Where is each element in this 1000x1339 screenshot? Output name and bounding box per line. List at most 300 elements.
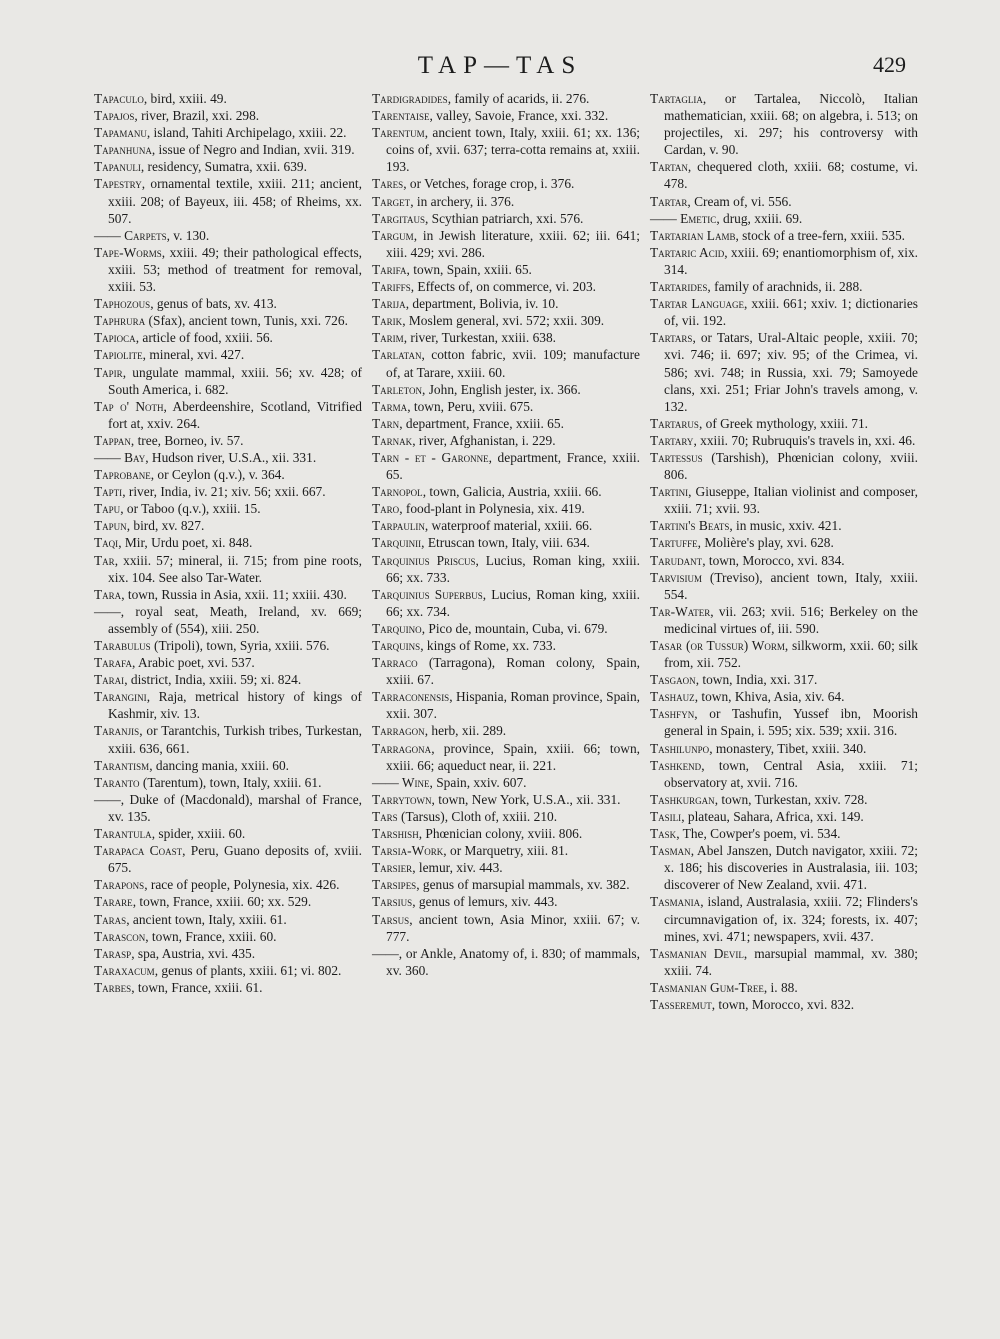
entry-headword: Tara — [94, 586, 122, 602]
index-entry — [94, 244, 362, 295]
entry-references: , herb, xii. 289. — [424, 723, 507, 739]
index-entry — [94, 175, 362, 226]
entry-references: , ancient town, Asia Minor, xxiii. 67; v. 777. — [386, 911, 640, 944]
entry-headword: Tarsier — [372, 860, 413, 876]
entry-references: , drug, xxiii. 69. — [716, 210, 803, 226]
index-entry — [94, 825, 362, 842]
entry-headword: Tape-Worms — [94, 244, 162, 260]
index-entry — [372, 329, 640, 346]
index-entry — [372, 210, 640, 227]
entry-headword: Tartar Language — [650, 296, 745, 312]
entry-references: , Spain, xxiv. 607. — [429, 774, 527, 790]
index-column-1 — [94, 90, 362, 996]
entry-headword: Target — [372, 193, 411, 209]
entry-references: , island, Tahiti Archipelago, xxiii. 22. — [146, 125, 347, 141]
entry-headword: —— — [94, 791, 121, 807]
entry-references: , The, Cowper's poem, vi. 534. — [676, 826, 841, 842]
entry-references: , food-plant in Polynesia, xix. 419. — [399, 501, 585, 517]
entry-headword: Tarquinii — [372, 535, 422, 551]
entry-headword: Taqi — [94, 535, 119, 551]
entry-references: , town, France, xxiii. 60. — [145, 928, 277, 944]
entry-references: , river, Brazil, xxi. 298. — [134, 108, 260, 124]
entry-headword: Tasili — [650, 808, 682, 824]
entry-references: , residency, Sumatra, xxii. 639. — [140, 159, 307, 175]
entry-headword: Tasman — [650, 843, 691, 859]
index-column-3 — [650, 90, 918, 1013]
entry-references: , genus of bats, xv. 413. — [150, 296, 277, 312]
entry-headword: Taras — [94, 911, 127, 927]
entry-headword: Tarifa — [372, 261, 407, 277]
entry-headword: Tar-Water — [650, 603, 711, 619]
entry-references: , race of people, Polynesia, xix. 426. — [144, 877, 340, 893]
index-entry — [94, 227, 362, 244]
index-entry — [650, 552, 918, 569]
entry-references: , genus of lemurs, xiv. 443. — [412, 894, 558, 910]
entry-references: , Effects of, on commerce, vi. 203. — [410, 279, 597, 295]
index-entry — [94, 688, 362, 722]
index-entry — [650, 705, 918, 739]
entry-headword: —— — [94, 603, 121, 619]
index-entry — [372, 312, 640, 329]
entry-headword: Tarragon — [372, 723, 425, 739]
index-entry — [94, 483, 362, 500]
entry-references: , monastery, Tibet, xxiii. 340. — [709, 740, 867, 756]
entry-headword: Tarentum — [372, 125, 425, 141]
entry-headword: Tapestry — [94, 176, 142, 192]
entry-headword: Tapanuli — [94, 159, 141, 175]
entry-headword: Tarsius — [372, 894, 413, 910]
entry-headword: Tapajos — [94, 108, 135, 124]
index-entry — [372, 945, 640, 979]
entry-headword: —— Wine — [372, 774, 430, 790]
index-entry — [94, 654, 362, 671]
entry-headword: Tarudant — [650, 552, 703, 568]
entry-headword: Targum — [372, 227, 414, 243]
entry-references: , Arabic poet, xvi. 537. — [132, 655, 255, 671]
entry-references: , ornamental textile, xxiii. 211; ancient, xxiii. 208; of Bayeux, iii. 458; of Rheims, xx. 507. — [108, 176, 362, 226]
entry-headword: Tarim — [372, 330, 404, 346]
index-entry — [650, 193, 918, 210]
index-entry — [94, 432, 362, 449]
entry-headword: Tarraconensis — [372, 689, 450, 705]
entry-references: , Pico de, mountain, Cuba, vi. 679. — [421, 620, 608, 636]
entry-headword: Tapiolite — [94, 347, 143, 363]
entry-headword: Tashkurgan — [650, 791, 715, 807]
entry-references: , island, Australasia, xxiii. 72; Flinders's circumnavigation of, ix. 324; forests, ix. 407; mines, xvi. 471; newspapers, xvii. 437. — [664, 894, 918, 944]
index-entry — [372, 876, 640, 893]
index-entry — [372, 740, 640, 774]
index-entry — [94, 141, 362, 158]
entry-headword: Tartary — [650, 432, 694, 448]
entry-headword: Tasar (or Tussur) Worm — [650, 638, 785, 653]
index-entry — [372, 381, 640, 398]
running-head: TAP—TAS — [417, 52, 583, 79]
index-entry — [94, 842, 362, 876]
index-entry — [372, 517, 640, 534]
entry-references: , Hudson river, U.S.A., xii. 331. — [145, 449, 317, 465]
entry-references: , spider, xxiii. 60. — [151, 826, 246, 842]
entry-headword: Tarasp — [94, 945, 132, 961]
entry-headword: Tapioca — [94, 330, 136, 346]
index-entry — [94, 876, 362, 893]
entry-references: (Treviso), ancient town, Italy, xxiii. 554. — [664, 569, 918, 602]
entry-references: , marsupial mammal, xv. 380; xxiii. 74. — [664, 945, 918, 978]
entry-headword: Tapir — [94, 364, 123, 380]
entry-headword: Tartarus — [650, 415, 699, 431]
entry-headword: Tartarides — [650, 279, 708, 295]
entry-headword: Tarquino — [372, 620, 422, 636]
entry-references: (Tripoli), town, Syria, xxiii. 576. — [150, 638, 330, 653]
entry-references: , district, India, xxiii. 59; xi. 824. — [124, 672, 302, 688]
index-entry — [372, 398, 640, 415]
index-entry — [372, 227, 640, 261]
entry-headword: Tarquins — [372, 638, 421, 653]
index-entry — [372, 449, 640, 483]
entry-headword: —— Emetic — [650, 210, 717, 226]
index-entry — [94, 979, 362, 996]
index-entry — [650, 278, 918, 295]
entry-references: , Peru, Guano deposits of, xviii. 675. — [108, 843, 362, 876]
index-entry — [94, 398, 362, 432]
entry-references: , dancing mania, xxiii. 60. — [149, 757, 290, 773]
entry-references: , town, Spain, xxiii. 65. — [406, 261, 532, 277]
index-entry — [94, 671, 362, 688]
index-entry — [94, 928, 362, 945]
entry-headword: Tasgaon — [650, 672, 696, 688]
entry-references: , town, Turkestan, xxiv. 728. — [714, 791, 868, 807]
entry-headword: Tappan — [94, 432, 131, 448]
index-entry — [372, 911, 640, 945]
entry-references: , family of arachnids, ii. 288. — [707, 279, 863, 295]
entry-references: , mineral, xvi. 427. — [142, 347, 245, 363]
entry-headword: Tarik — [372, 313, 403, 329]
entry-headword: Tartini's Beats — [650, 518, 730, 534]
entry-headword: Tardigradides — [372, 91, 448, 106]
index-entry — [94, 534, 362, 551]
index-entry — [650, 415, 918, 432]
entry-headword: Tares — [372, 176, 404, 192]
entry-headword: Tarai — [94, 672, 125, 688]
index-entry — [94, 124, 362, 141]
entry-headword: —— Carpets — [94, 227, 167, 243]
index-entry — [94, 893, 362, 910]
index-entry — [650, 569, 918, 603]
entry-headword: Tartessus — [650, 449, 703, 465]
index-entry — [94, 295, 362, 312]
entry-references: , ancient town, Italy, xxiii. 61. — [126, 911, 287, 927]
entry-references: , genus of marsupial mammals, xv. 382. — [416, 877, 630, 893]
entry-references: , Scythian patriarch, xxi. 576. — [424, 210, 584, 226]
entry-references: , stock of a tree-fern, xxiii. 535. — [735, 227, 906, 243]
entry-headword: Tarapons — [94, 877, 145, 893]
entry-references: , in archery, ii. 376. — [410, 193, 515, 209]
entry-headword: Targitaus — [372, 210, 425, 226]
entry-references: , Cream of, vi. 556. — [687, 193, 792, 209]
entry-references: (Tarsus), Cloth of, xxiii. 210. — [397, 808, 558, 824]
entry-references: , town, France, xxiii. 60; xx. 529. — [132, 894, 312, 910]
index-entry — [650, 534, 918, 551]
entry-references: , xxiii. 57; mineral, ii. 715; from pine roots, xix. 104. See also Tar-Water. — [108, 552, 362, 585]
index-entry — [94, 791, 362, 825]
entry-headword: Taprobane — [94, 467, 151, 483]
entry-headword: Tartarian Lamb — [650, 227, 736, 243]
entry-headword: —— — [372, 945, 399, 961]
entry-references: , river, Afghanistan, i. 229. — [412, 432, 556, 448]
entry-headword: Tarbes — [94, 979, 132, 995]
entry-references: , Molière's play, xvi. 628. — [697, 535, 834, 551]
entry-references: , Duke of (Macdonald), marshal of France, xv. 135. — [108, 791, 362, 824]
index-entry — [94, 449, 362, 466]
entry-headword: Tasmanian Gum-Tree — [650, 979, 764, 995]
entry-headword: Tarquinius Superbus — [372, 586, 483, 602]
index-entry — [372, 500, 640, 517]
entry-references: , xxiii. 49; their pathological effects, xxiii. 53; method of treatment for removal, xxiii. 53. — [108, 244, 362, 295]
entry-headword: Tarantism — [94, 757, 150, 773]
entry-references: , or Tarantchis, Turkish tribes, Turkestan, xxiii. 636, 661. — [108, 723, 362, 756]
entry-references: , or Ceylon (q.v.), v. 364. — [150, 467, 285, 483]
entry-headword: Tar — [94, 552, 115, 568]
page-number: 429 — [873, 52, 906, 77]
index-entry — [372, 620, 640, 637]
index-entry — [650, 688, 918, 705]
index-entry — [372, 842, 640, 859]
entry-references: , waterproof material, xxiii. 66. — [424, 518, 593, 534]
index-entry — [650, 90, 918, 158]
index-entry — [372, 552, 640, 586]
entry-references: , v. 130. — [166, 227, 210, 243]
index-entry — [372, 278, 640, 295]
index-entry — [650, 517, 918, 534]
entry-references: , bird, xv. 827. — [126, 518, 205, 534]
entry-headword: Tarshish — [372, 826, 419, 842]
entry-references: , valley, Savoie, France, xxi. 332. — [429, 108, 609, 124]
entry-references: , chequered cloth, xxiii. 68; costume, vi. 478. — [664, 159, 918, 192]
index-entry — [94, 364, 362, 398]
entry-headword: Tarsia-Work — [372, 843, 444, 859]
entry-references: , lemur, xiv. 443. — [412, 860, 503, 876]
entry-references: (Tarshish), Phœnician colony, xviii. 806. — [664, 449, 918, 483]
entry-headword: Tarentaise — [372, 108, 430, 124]
entry-headword: Tarnopol — [372, 484, 423, 500]
entry-references: , genus of plants, xxiii. 61; vi. 802. — [154, 962, 342, 978]
index-entry — [650, 808, 918, 825]
entry-headword: Tarpaulin — [372, 518, 425, 534]
index-entry — [94, 466, 362, 483]
entry-references: , bird, xxiii. 49. — [143, 91, 227, 106]
entry-references: , province, Spain, xxiii. 66; town, xxiii. 66; aqueduct near, ii. 221. — [386, 740, 640, 773]
entry-references: , vii. 263; xvii. 516; Berkeley on the medicinal virtues of, iii. 590. — [664, 603, 918, 636]
index-entry — [372, 193, 640, 210]
entry-headword: Taraxacum — [94, 962, 155, 978]
entry-references: , or Marquetry, xiii. 81. — [443, 843, 569, 859]
entry-references: , town, Galicia, Austria, xxiii. 66. — [422, 484, 602, 500]
index-entry — [94, 637, 362, 654]
index-entry — [372, 175, 640, 192]
index-entry — [372, 688, 640, 722]
entry-references: , xxiii. 69; enantiomorphism of, xix. 314. — [664, 244, 918, 277]
index-entry — [650, 603, 918, 637]
entry-headword: Tartini — [650, 484, 689, 500]
entry-headword: Task — [650, 826, 677, 842]
entry-references: , town, France, xxiii. 61. — [131, 979, 263, 995]
index-entry — [650, 825, 918, 842]
entry-references: , department, France, xxiii. 65. — [386, 449, 640, 483]
index-entry — [94, 158, 362, 175]
entry-headword: Tartaric Acid — [650, 244, 725, 260]
entry-references: , Hispania, Roman province, Spain, xxii. 307. — [386, 689, 640, 722]
index-entry — [94, 517, 362, 534]
entry-references: , Abel Janszen, Dutch navigator, xxiii. 72; x. 186; his discoveries in Australasia, iii. 103; discoverer of New Zealand, xvii. 471. — [664, 843, 918, 893]
entry-references: , or Tashufin, Yussef ibn, Moorish general in Spain, i. 595; xix. 539; xxii. 316. — [664, 706, 918, 739]
entry-headword: Tarascon — [94, 928, 146, 944]
entry-references: , Aberdeenshire, Scotland, Vitrified fort at, xxiv. 264. — [108, 398, 362, 431]
index-entry — [372, 808, 640, 825]
index-column-2 — [372, 90, 640, 979]
entry-headword: Tasseremut — [650, 996, 712, 1012]
index-entry — [372, 637, 640, 654]
index-entry — [650, 945, 918, 979]
index-entry — [650, 329, 918, 414]
entry-references: , Giuseppe, Italian violinist and composer, xxiii. 71; xvii. 93. — [664, 484, 918, 517]
entry-headword: Taphozous — [94, 296, 151, 312]
entry-headword: Tarlatan — [372, 347, 422, 363]
entry-references: , town, Peru, xviii. 675. — [407, 398, 534, 414]
entry-references: , or Tartalea, Niccolò, Italian mathematician, xxiii. 68; on algebra, i. 513; on projectiles, xi. 297; his controversy with Cardan, v. 90. — [664, 91, 918, 158]
index-entry — [650, 671, 918, 688]
entry-references: , river, Turkestan, xxiii. 638. — [403, 330, 557, 346]
index-entry — [650, 432, 918, 449]
entry-headword: Tarrytown — [372, 791, 432, 807]
entry-headword: Tarma — [372, 398, 408, 414]
entry-references: , department, Bolivia, iv. 10. — [405, 296, 559, 312]
index-entry — [650, 996, 918, 1013]
index-entry — [650, 740, 918, 757]
entry-references: , town, Khiva, Asia, xiv. 64. — [694, 689, 845, 705]
index-entry — [650, 295, 918, 329]
entry-references: , spa, Austria, xvi. 435. — [131, 945, 256, 961]
entry-headword: Taro — [372, 501, 400, 517]
entry-references: (Tarentum), town, Italy, xxiii. 61. — [139, 774, 322, 790]
entry-references: , tree, Borneo, iv. 57. — [130, 432, 244, 448]
index-entry — [372, 586, 640, 620]
index-entry — [372, 415, 640, 432]
index-entry — [94, 722, 362, 756]
entry-headword: Tarquinius Priscus — [372, 552, 476, 568]
index-entry — [94, 603, 362, 637]
entry-references: , issue of Negro and Indian, xvii. 319. — [151, 142, 355, 158]
index-entry — [372, 791, 640, 808]
index-entry — [94, 500, 362, 517]
index-entry — [372, 774, 640, 791]
index-entry — [94, 586, 362, 603]
entry-headword: Tashfyn — [650, 706, 695, 722]
entry-headword: Tapu — [94, 501, 121, 517]
entry-references: , Lucius, Roman king, xxiii. 66; xx. 733. — [386, 552, 640, 585]
entry-references: (Tarragona), Roman colony, Spain, xxiii. 67. — [386, 655, 640, 688]
entry-headword: Tarsus — [372, 911, 410, 927]
index-entry — [650, 244, 918, 278]
index-entry — [372, 859, 640, 876]
index-entry — [372, 534, 640, 551]
entry-headword: Tap o' Noth — [94, 398, 164, 414]
entry-headword: Tarvisium — [650, 569, 702, 585]
entry-headword: Tartar — [650, 193, 688, 209]
index-entry — [650, 158, 918, 192]
entry-headword: Tarraco — [372, 655, 418, 671]
entry-headword: Tapanhuna — [94, 142, 152, 158]
entry-headword: Tarija — [372, 296, 406, 312]
index-entry — [94, 962, 362, 979]
index-entry — [650, 979, 918, 996]
entry-headword: Taranjis — [94, 723, 140, 739]
entry-references: , xxiii. 70; Rubruquis's travels in, xxi. 46. — [693, 432, 916, 448]
entry-references: , Mir, Urdu poet, xi. 848. — [118, 535, 253, 551]
entry-headword: Tartaglia — [650, 91, 703, 106]
entry-references: , town, Central Asia, xxiii. 71; observatory at, xvii. 716. — [664, 757, 918, 790]
entry-references: , ungulate mammal, xxiii. 56; xv. 428; of South America, i. 682. — [108, 364, 362, 397]
index-entry — [372, 654, 640, 688]
entry-headword: Tashauz — [650, 689, 695, 705]
index-entry — [372, 432, 640, 449]
entry-references: , or Vetches, forage crop, i. 376. — [403, 176, 575, 192]
index-entry — [94, 90, 362, 107]
entry-headword: Tashilunpo — [650, 740, 710, 756]
index-entry — [650, 449, 918, 483]
entry-references: , town, Morocco, xvi. 834. — [702, 552, 845, 568]
index-entry — [650, 791, 918, 808]
entry-references: , or Tatars, Ural-Altaic people, xxiii. 70; xvi. 746; ii. 697; xiv. 95; of the Crimea, vi. 586; xvi. 748; in Russia, xxi. 79; Samoyede clans, xxi. 251; Friar John's travels among, v. 132. — [664, 330, 918, 414]
index-entry — [372, 124, 640, 175]
entry-references: , in Jewish literature, xxiii. 62; iii. 641; xiii. 429; xvi. 286. — [386, 227, 640, 260]
entry-references: , department, France, xxiii. 65. — [399, 415, 564, 431]
index-entry — [372, 90, 640, 107]
entry-references: , John, English jester, ix. 366. — [422, 381, 581, 397]
index-entry — [372, 722, 640, 739]
index-entry — [650, 227, 918, 244]
entry-references: , family of acarids, ii. 276. — [447, 91, 590, 106]
index-entry — [372, 261, 640, 278]
entry-references: , town, New York, U.S.A., xii. 331. — [431, 791, 621, 807]
index-entry — [94, 774, 362, 791]
entry-headword: Tarafa — [94, 655, 133, 671]
entry-references: , plateau, Sahara, Africa, xxi. 149. — [681, 808, 864, 824]
entry-headword: Tars — [372, 808, 398, 824]
entry-references: , ancient town, Italy, xxiii. 61; xx. 136; coins of, xvii. 637; terra-cotta remains at, xxiii. 193. — [386, 125, 640, 175]
entry-headword: Tarn - et - Garonne — [372, 449, 489, 465]
entry-references: , silkworm, xxii. 60; silk from, xii. 752. — [664, 638, 918, 671]
entry-headword: Tarare — [94, 894, 133, 910]
entry-references: , i. 88. — [763, 979, 798, 995]
index-entry — [94, 945, 362, 962]
entry-references: , Raja, metrical history of kings of Kashmir, xiv. 13. — [108, 689, 362, 722]
entry-references: , cotton fabric, xvii. 109; manufacture of, at Tarare, xxiii. 60. — [386, 347, 640, 380]
index-entry — [94, 312, 362, 329]
index-entry — [372, 483, 640, 500]
entry-references: , royal seat, Meath, Ireland, xv. 669; assembly of (554), xiii. 250. — [108, 603, 362, 636]
entry-headword: Tarsipes — [372, 877, 417, 893]
entry-references: , xxiii. 661; xxiv. 1; dictionaries of, vii. 192. — [664, 296, 918, 329]
index-entry — [372, 825, 640, 842]
entry-references: , Phœnician colony, xviii. 806. — [418, 826, 583, 842]
entry-headword: Tartan — [650, 159, 688, 175]
index-entry — [94, 329, 362, 346]
entry-headword: Tarangini — [94, 689, 147, 705]
entry-references: (Sfax), ancient town, Tunis, xxi. 726. — [145, 313, 348, 329]
entry-references: , or Ankle, Anatomy of, i. 830; of mammals, xv. 360. — [386, 945, 640, 978]
entry-references: , Moslem general, xvi. 572; xxii. 309. — [402, 313, 605, 329]
entry-references: , of Greek mythology, xxiii. 71. — [698, 415, 869, 431]
index-entry — [650, 893, 918, 944]
